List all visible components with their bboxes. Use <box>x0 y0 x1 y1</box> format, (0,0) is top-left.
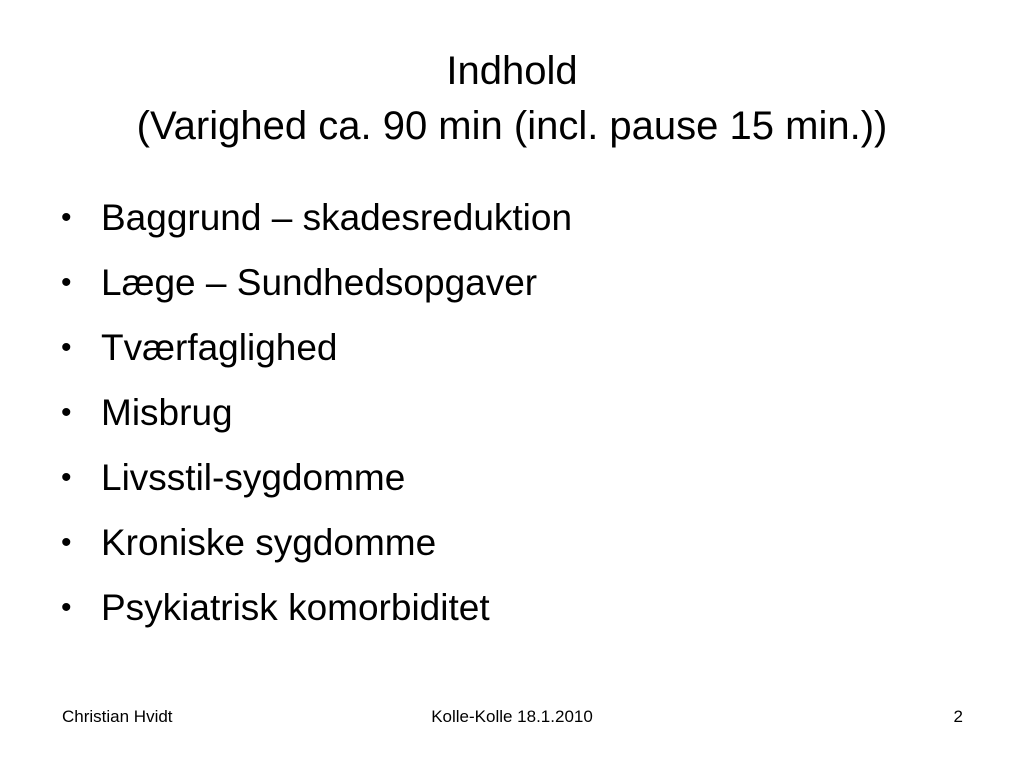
bullet-text: Tværfaglighed <box>101 327 338 368</box>
bullet-item <box>58 575 572 640</box>
bullet-text: Baggrund – skadesreduktion <box>101 197 573 238</box>
bullet-dot-icon: • <box>61 526 72 559</box>
slide-title-line-1: Indhold <box>446 49 578 93</box>
slide-title <box>0 44 1024 154</box>
bullet-dot-icon: • <box>61 201 72 234</box>
bullet-item <box>58 510 572 575</box>
bullet-item <box>58 445 572 510</box>
bullet-dot-icon: • <box>61 331 72 364</box>
bullet-text: Psykiatrisk komorbiditet <box>101 587 490 628</box>
bullet-item <box>58 380 572 445</box>
bullet-dot-icon: • <box>61 396 72 429</box>
bullet-text: Livsstil-sygdomme <box>101 457 406 498</box>
bullet-list <box>58 185 572 640</box>
bullet-dot-icon: • <box>61 266 72 299</box>
bullet-item <box>58 185 572 250</box>
bullet-item <box>58 250 572 315</box>
bullet-text: Kroniske sygdomme <box>101 522 437 563</box>
slide-title-line-2: (Varighed ca. 90 min (incl. pause 15 min.)) <box>136 104 888 148</box>
bullet-text: Læge – Sundhedsopgaver <box>101 262 538 303</box>
bullet-dot-icon: • <box>61 461 72 494</box>
footer-page-number: 2 <box>953 707 963 726</box>
bullet-text: Misbrug <box>101 392 233 433</box>
bullet-dot-icon: • <box>61 591 72 624</box>
bullet-item <box>58 315 572 380</box>
footer-author: Christian Hvidt <box>62 707 173 726</box>
footer-event: Kolle-Kolle 18.1.2010 <box>431 707 593 726</box>
